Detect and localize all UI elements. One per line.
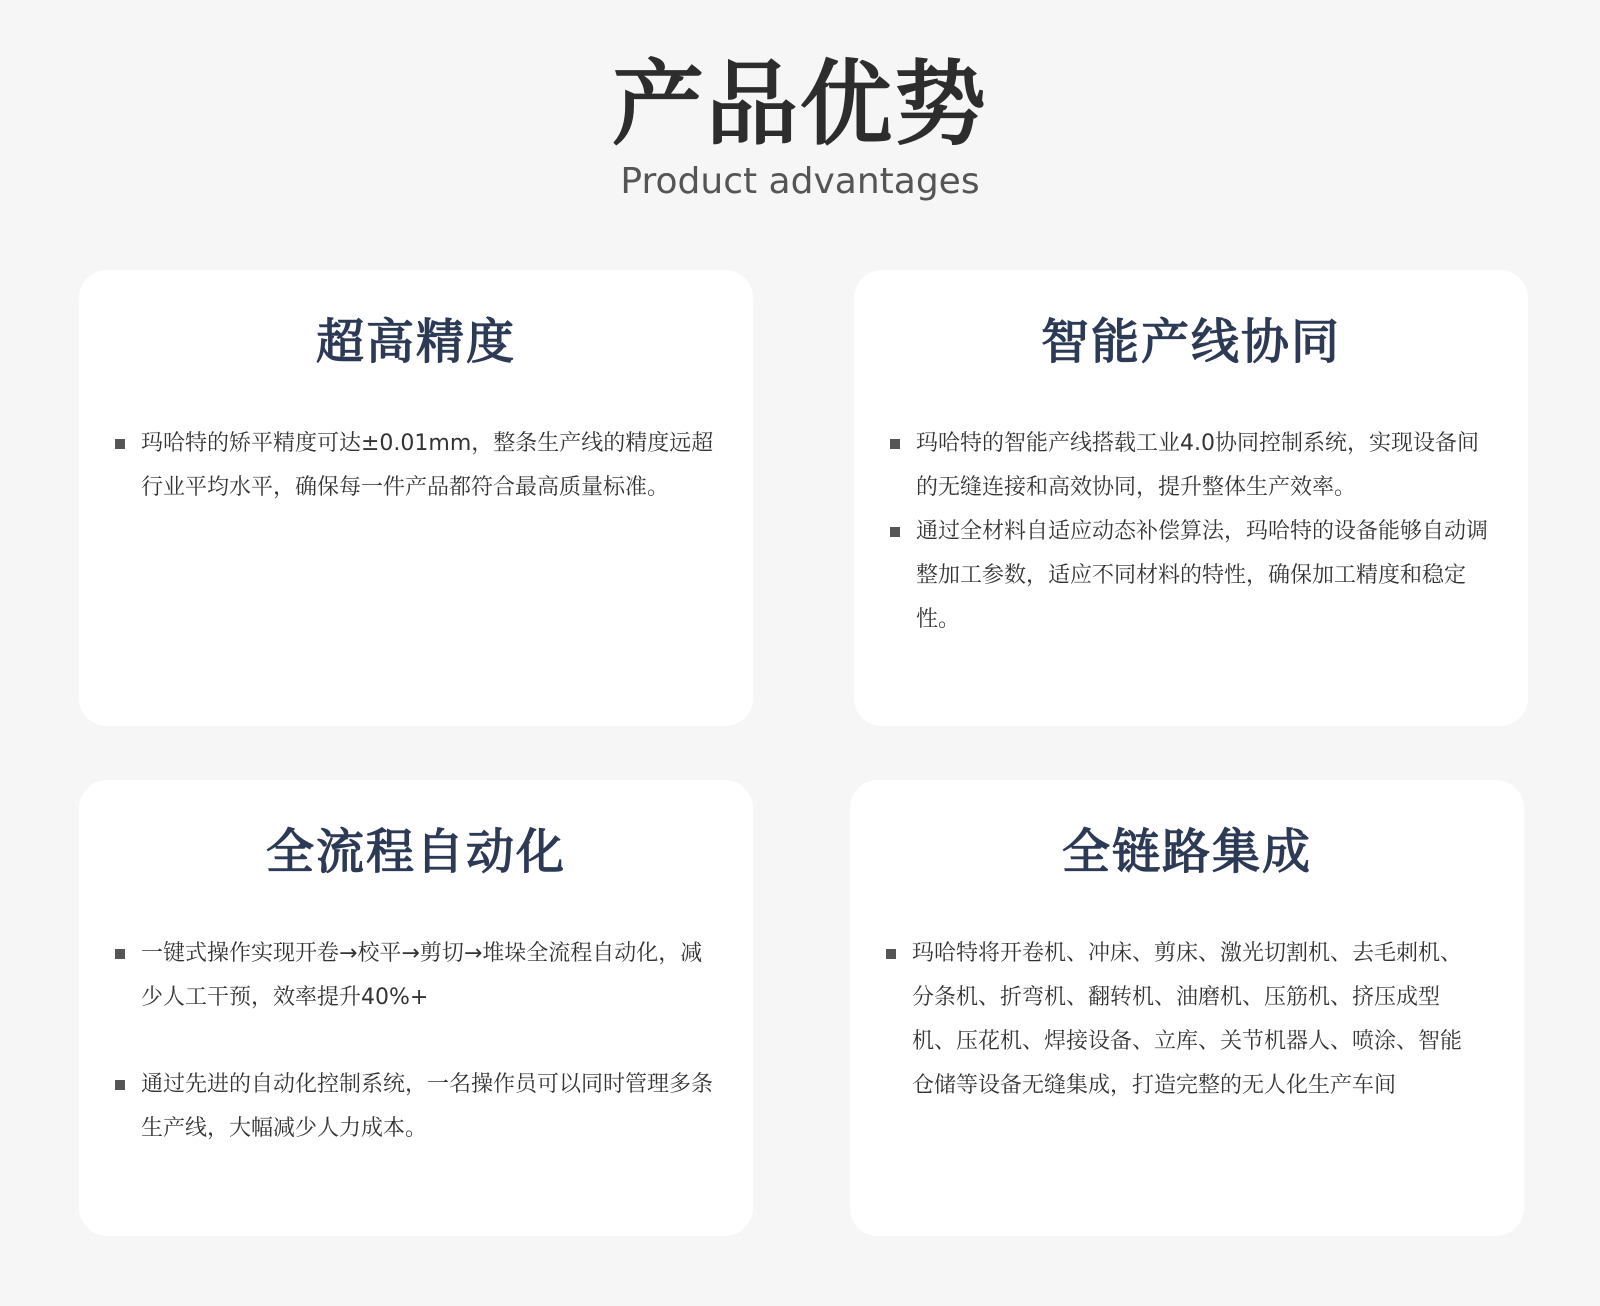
bullet-list — [115, 422, 715, 510]
bullet-text: 玛哈特将开卷机、冲床、剪床、激光切割机、去毛刺机、分条机、折弯机、翻转机、油磨机、压筋机、挤压成型机、压花机、焊接设备、立库、关节机器人、喷涂、智能仓储等设备无缝集成，打造完整的无人化生产车间 — [912, 941, 1463, 1098]
bullet-list — [115, 932, 715, 1151]
bullet-item — [890, 422, 1495, 510]
card-title: 全流程自动化 — [265, 824, 566, 880]
bullet-list — [886, 932, 1476, 1108]
square-bullet-icon — [890, 527, 900, 537]
card-title: 全链路集成 — [1061, 824, 1312, 880]
bullet-item — [890, 510, 1495, 642]
advantage-card-precision — [79, 270, 753, 726]
square-bullet-icon — [115, 439, 125, 449]
square-bullet-icon — [886, 949, 896, 959]
square-bullet-icon — [115, 949, 125, 959]
advantage-card-integration — [850, 780, 1524, 1236]
bullet-item — [115, 422, 715, 510]
card-title: 智能产线协同 — [1040, 314, 1341, 370]
bullet-item — [115, 932, 715, 1020]
bullet-list — [890, 422, 1495, 642]
square-bullet-icon — [115, 1080, 125, 1090]
bullet-text: 通过全材料自适应动态补偿算法，玛哈特的设备能够自动调整加工参数，适应不同材料的特性，确保加工精度和稳定性。 — [916, 519, 1489, 632]
page-title: 产品优势 — [611, 51, 988, 158]
bullet-item — [115, 1063, 715, 1151]
advantage-card-automation — [79, 780, 753, 1236]
page-subtitle: Product advantages — [620, 161, 980, 202]
bullet-text: 通过先进的自动化控制系统，一名操作员可以同时管理多条生产线，大幅减少人力成本。 — [141, 1072, 714, 1141]
bullet-text: 一键式操作实现开卷→校平→剪切→堆垛全流程自动化，减少人工干预，效率提升40%+ — [141, 941, 703, 1010]
square-bullet-icon — [890, 439, 900, 449]
bullet-item — [886, 932, 1476, 1108]
advantage-card-smart-line — [854, 270, 1528, 726]
bullet-text: 玛哈特的智能产线搭载工业4.0协同控制系统，实现设备间的无缝连接和高效协同，提升整体生产效率。 — [916, 431, 1479, 500]
bullet-text: 玛哈特的矫平精度可达±0.01mm，整条生产线的精度远超行业平均水平，确保每一件产品都符合最高质量标准。 — [141, 431, 714, 500]
card-title: 超高精度 — [315, 314, 516, 370]
